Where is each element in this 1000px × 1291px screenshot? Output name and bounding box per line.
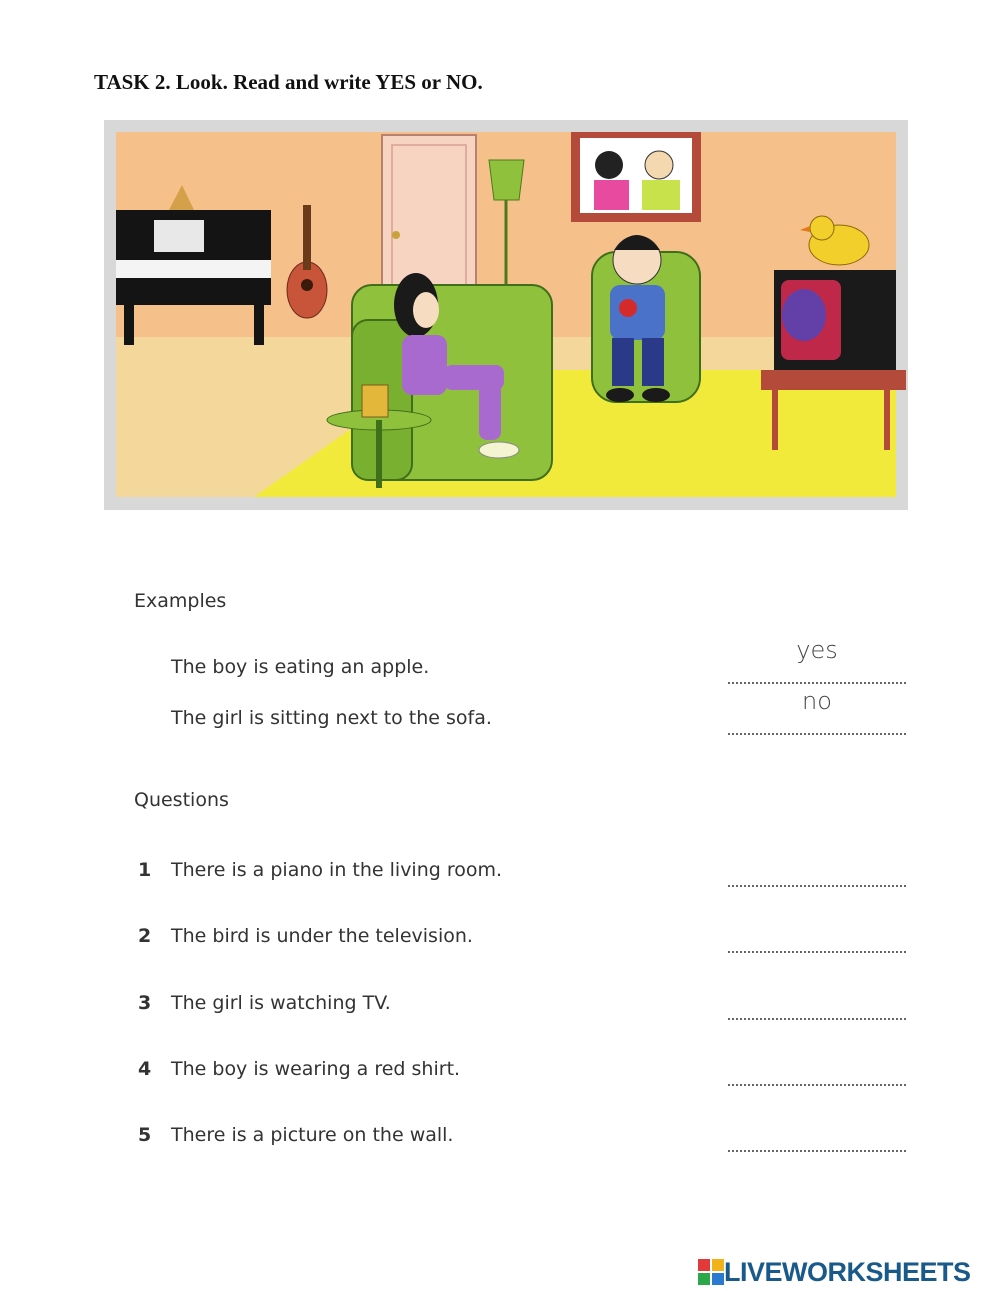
questions-heading: Questions [134,789,229,811]
example-answer: no [802,687,832,715]
example-row [138,636,908,686]
liveworksheets-logo-icon [698,1259,724,1285]
question-answer-field[interactable] [728,921,906,953]
question-text: There is a piano in the living room. [171,859,503,881]
question-answer-field[interactable] [728,855,906,887]
question-text: The boy is wearing a red shirt. [171,1058,461,1080]
question-row [138,988,908,1022]
example-answer-field[interactable] [728,636,906,684]
question-text: The bird is under the television. [171,925,473,947]
living-room-illustration [104,120,908,510]
question-text: The girl is watching TV. [171,992,391,1014]
question-answer-field[interactable] [728,1120,906,1152]
task-title: TASK 2. Look. Read and write YES or NO. [94,70,483,94]
question-row [138,855,908,889]
question-number: 4 [138,1058,152,1080]
question-number: 1 [138,859,152,881]
question-row [138,1120,908,1154]
question-answer-field[interactable] [728,1054,906,1086]
example-text: The girl is sitting next to the sofa. [171,707,492,729]
liveworksheets-logo [698,1257,971,1287]
question-number: 5 [138,1124,152,1146]
question-number: 3 [138,992,152,1014]
example-row [138,687,908,737]
example-text: The boy is eating an apple. [171,656,430,678]
example-answer: yes [796,636,838,664]
examples-heading: Examples [134,590,227,612]
question-text: There is a picture on the wall. [171,1124,454,1146]
question-answer-field[interactable] [728,988,906,1020]
liveworksheets-logo-text: LIVEWORKSHEETS [724,1256,971,1287]
question-row [138,921,908,955]
question-row [138,1054,908,1088]
question-number: 2 [138,925,152,947]
example-answer-field[interactable] [728,687,906,735]
